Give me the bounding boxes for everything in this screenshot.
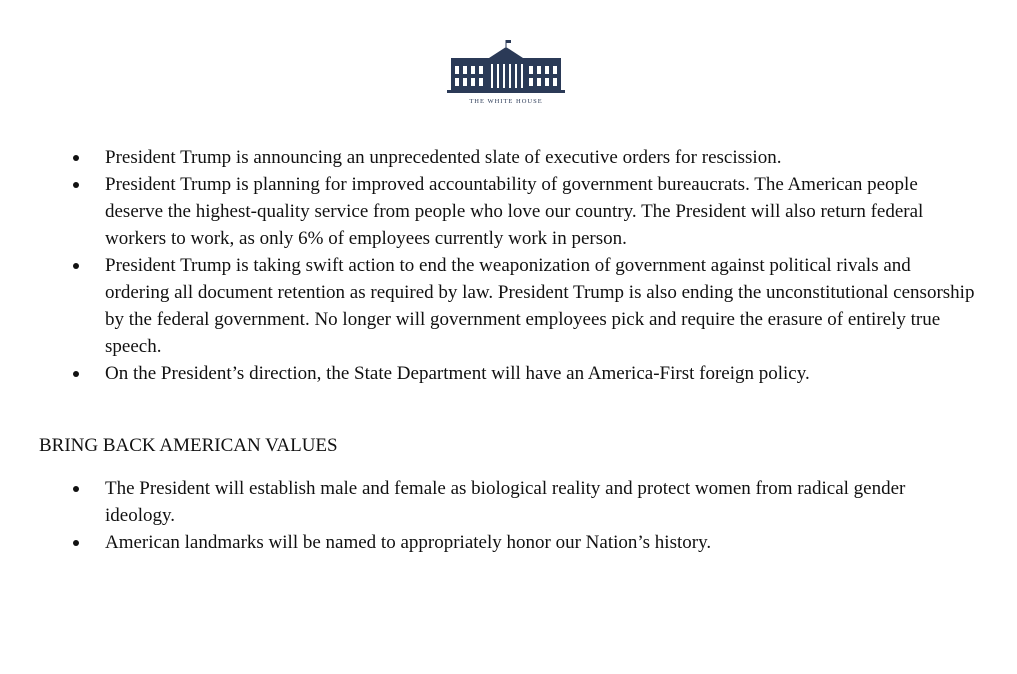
bullet-icon <box>73 155 79 161</box>
bullet-icon <box>73 182 79 188</box>
list-item-text: On the President’s direction, the State Department will have an America-First foreign policy. <box>105 363 810 384</box>
section-heading: BRING BACK AMERICAN VALUES <box>39 435 338 456</box>
logo-caption: THE WHITE HOUSE <box>469 98 543 105</box>
list-item-text: President Trump is planning for improved accountability of government bureaucrats. The American people deserve the highest-quality service from people who love our country. The President will also return federal workers to work, as only 6% of employees currently work in person. <box>105 174 924 249</box>
white-house-emblem-icon <box>447 38 565 96</box>
list-item <box>0 529 1017 556</box>
bullet-icon <box>73 371 79 377</box>
list-item <box>0 144 1017 171</box>
bullet-icon <box>73 486 79 492</box>
list-item-text: The President will establish male and female as biological reality and protect women from radical gender ideology. <box>105 478 906 526</box>
white-house-logo <box>447 38 565 110</box>
bullet-icon <box>73 263 79 269</box>
list-item <box>0 252 1017 360</box>
list-item-text: President Trump is announcing an unprecedented slate of executive orders for rescission. <box>105 147 782 168</box>
list-item <box>0 475 1017 529</box>
list-item-text: President Trump is taking swift action to end the weaponization of government against political rivals and ordering all document retention as required by law. President Trump is also ending the unconstitutional censorship by the federal government. No longer will government employees pick and require the erasure of entirely true speech. <box>105 255 975 357</box>
list-item-text: American landmarks will be named to appropriately honor our Nation’s history. <box>105 532 712 553</box>
list-item <box>0 360 1017 387</box>
bullet-icon <box>73 540 79 546</box>
bullet-list-top <box>0 144 1017 387</box>
bullet-list-values <box>0 475 1017 556</box>
list-item <box>0 171 1017 252</box>
